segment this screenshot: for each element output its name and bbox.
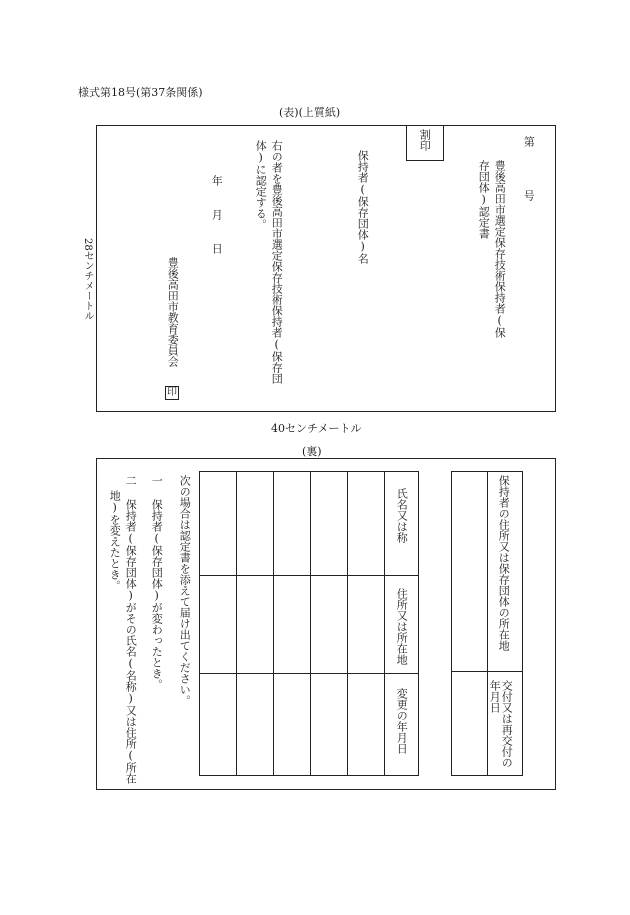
width-dimension: 40センチメートル xyxy=(271,422,362,435)
date-month: 月 xyxy=(210,209,224,220)
certification-line2: 体)に認定する。 xyxy=(254,140,268,230)
notice-item-2-line2: 地)を変えたとき。 xyxy=(108,490,122,591)
record-table xyxy=(199,471,419,776)
date-year: 年 xyxy=(210,175,224,186)
cert-number-label: 第 xyxy=(522,136,536,147)
date-day: 日 xyxy=(210,243,224,254)
notice-item-2-line1: 二 保持者(保存団体)がその氏名(名称)又は住所(所在 xyxy=(124,475,138,784)
table-row-line xyxy=(199,575,419,576)
back-caption: (裏) xyxy=(302,445,322,458)
split-seal-box xyxy=(406,125,444,161)
table-col-line xyxy=(273,471,274,776)
notice-title: 次の場合は認定書を添えて届け出てください。 xyxy=(178,475,192,706)
side-header-address: 保持者の住所又は保存団体の所在地 xyxy=(497,475,511,651)
holder-name-label: 保持者(保存団体)名 xyxy=(356,150,370,264)
header-address: 住所又は所在地 xyxy=(395,588,409,665)
table-col-line xyxy=(347,471,348,776)
header-change-date: 変更の年月日 xyxy=(395,688,409,754)
issuer-seal-box: 印 xyxy=(167,387,177,398)
split-seal-text: 割印 xyxy=(418,129,432,151)
side-header-issue-line2: 年月日 xyxy=(488,680,502,713)
table-col-line xyxy=(310,471,311,776)
form-number: 様式第18号(第37条関係) xyxy=(78,86,203,99)
certification-line1: 右の者を豊後高田市選定保存技術保持者(保存団 xyxy=(270,140,284,384)
cert-title-line2: 存団体)認定書 xyxy=(477,160,491,239)
side-table-row-line xyxy=(451,671,523,672)
front-caption: (表)(上質紙) xyxy=(279,106,341,119)
table-row-line xyxy=(199,673,419,674)
side-table-col-line xyxy=(487,471,488,776)
header-name: 氏名又は称 xyxy=(395,488,409,543)
table-col-line xyxy=(236,471,237,776)
cert-number-suffix: 号 xyxy=(522,190,536,201)
height-dimension: 28センチメートル xyxy=(82,238,93,321)
side-header-issue-line1: 交付又は再交付の xyxy=(500,680,514,768)
notice-item-1: 一 保持者(保存団体)が変わったとき。 xyxy=(150,475,164,690)
cert-title-line1: 豊後高田市選定保存技術保持者(保 xyxy=(493,160,507,338)
table-col-line xyxy=(384,471,385,776)
issuer-name: 豊後高田市教育委員会 xyxy=(166,257,180,367)
